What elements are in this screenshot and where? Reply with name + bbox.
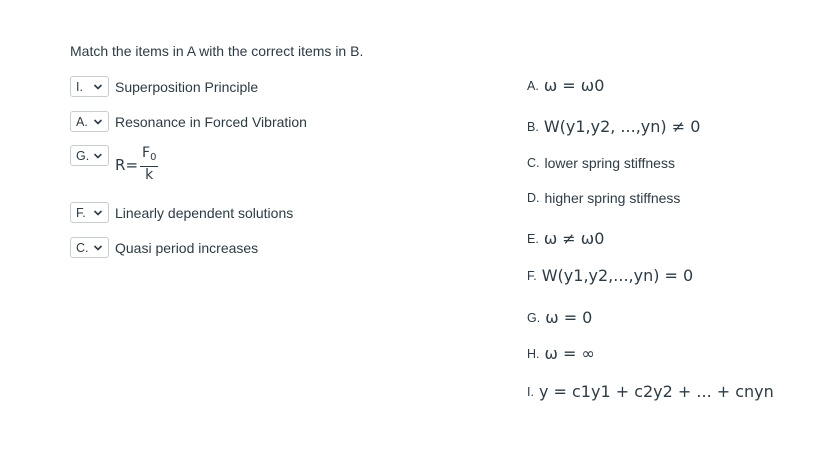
option-c <box>527 155 675 171</box>
match-select-1-value: I. <box>76 79 83 94</box>
chevron-down-icon <box>93 208 103 218</box>
match-select-1[interactable] <box>70 76 109 97</box>
option-formula: ω = 0 <box>545 308 593 327</box>
match-select-5-value: C. <box>76 240 89 255</box>
formula-numerator-sub: 0 <box>150 152 157 163</box>
match-row-4 <box>70 202 293 223</box>
chevron-down-icon <box>93 243 103 253</box>
chevron-down-icon <box>93 117 103 127</box>
match-select-4-value: F. <box>76 205 86 220</box>
match-label-5: Quasi period increases <box>115 239 259 256</box>
option-a <box>527 76 604 95</box>
match-row-3 <box>70 145 158 184</box>
option-g <box>527 308 592 327</box>
option-text: higher spring stiffness <box>544 190 681 206</box>
option-formula: ω ≠ ω0 <box>543 229 605 248</box>
option-d <box>527 190 680 206</box>
match-select-3-value: G. <box>76 148 90 163</box>
option-formula: ω = ω0 <box>543 76 605 95</box>
chevron-down-icon <box>93 151 103 161</box>
match-label-1: Superposition Principle <box>115 78 259 95</box>
option-i <box>527 382 774 401</box>
option-letter: D. <box>527 191 540 205</box>
match-label-2: Resonance in Forced Vibration <box>115 113 307 130</box>
formula-lhs: R= <box>115 155 139 174</box>
option-letter: F. <box>527 268 537 283</box>
option-formula: ω = ∞ <box>544 344 595 363</box>
match-select-3[interactable] <box>70 145 109 166</box>
option-f <box>527 266 693 285</box>
option-formula: W(y1,y2, ...,yn) ≠ 0 <box>543 117 701 136</box>
match-select-2-value: A. <box>76 114 88 129</box>
formula-lhs-symbol: R <box>115 155 126 174</box>
option-letter: E. <box>527 231 539 246</box>
option-e <box>527 229 604 248</box>
option-h <box>527 344 595 363</box>
option-formula: y = c1y1 + c2y2 + ... + cnyn <box>538 382 774 401</box>
option-letter: H. <box>527 346 540 361</box>
formula-denominator: k <box>145 167 154 183</box>
match-row-1 <box>70 76 258 97</box>
option-letter: B. <box>527 119 539 134</box>
option-formula: W(y1,y2,...,yn) = 0 <box>541 266 694 285</box>
instruction-text: Match the items in A with the correct items in B. <box>70 43 364 59</box>
match-select-5[interactable] <box>70 237 109 258</box>
option-letter: C. <box>527 156 540 170</box>
match-label-4: Linearly dependent solutions <box>115 204 294 221</box>
formula-numerator <box>140 145 158 167</box>
option-letter: I. <box>527 384 534 399</box>
option-letter: G. <box>527 310 541 325</box>
option-b <box>527 117 700 136</box>
match-select-4[interactable] <box>70 202 109 223</box>
option-text: lower spring stiffness <box>544 155 675 171</box>
chevron-down-icon <box>93 82 103 92</box>
match-row-5 <box>70 237 258 258</box>
formula-fraction <box>140 145 158 184</box>
option-letter: A. <box>527 78 539 93</box>
match-row-2 <box>70 111 307 132</box>
match-select-2[interactable] <box>70 111 109 132</box>
formula-numerator-symbol: F <box>142 145 151 161</box>
